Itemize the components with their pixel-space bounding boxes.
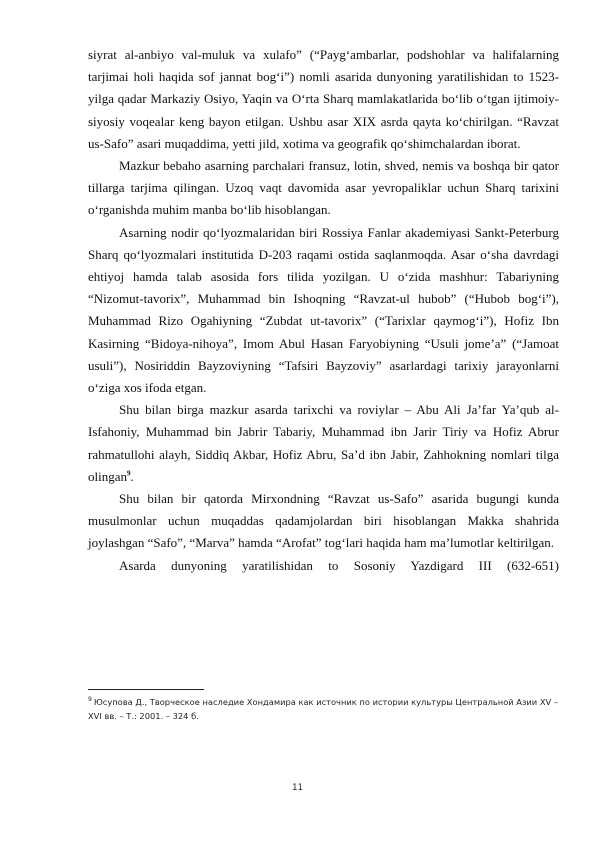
footnote-text: Юсупова Д., Творческое наследие Хондамира как источник по истории культуры Центральной Азии XV – XVI вв. – Т.: 2001. – 324 б.	[88, 697, 558, 721]
footnote-reference[interactable]: 9	[127, 469, 131, 478]
paragraph-4-end: .	[130, 468, 134, 484]
footnote-separator	[88, 689, 204, 690]
paragraph-1: siyrat al-anbiyo val-muluk va xulafo” (“Payg‘ambarlar, podshohlar va halifalarning tarjimai holi haqida sof jannat bog‘i”) nomli asarida dunyoning yaratilishidan to 1523-yilga qadar Markaziy Osiyo, Yaqin va O‘rta Sharq mamlakatlarida bo‘lib o‘tgan ijtimoiy-siyosiy voqealar keng bayon etilgan. Ushbu asar XIX asrda qayta ko‘chirilgan. “Ravzat us-Safo” asari muqaddima, yetti jild, xotima va geografik qo‘shimchalardan iborat.	[88, 47, 559, 151]
body-text	[88, 44, 559, 577]
paragraph-4-text: Shu bilan birga mazkur asarda tarixchi va roviylar – Abu Ali Ja’far Ya’qub al-Isfahoniy, Muhammad bin Jabrir Tabariy, Muhammad ibn Jarir Tiriy va Hofiz Abrur rahmatullohi alayh, Siddiq Akbar, Hofiz Abru, Sa’d ibn Jabir, Zahhokning nomlari tilga olingan	[88, 402, 559, 484]
paragraph-5: Shu bilan bir qatorda Mirxondning “Ravzat us-Safo” asarida bugungi kunda musulmonlar uchun muqaddas qadamjolardan biri hisoblangan Makka shahrida joylashgan “Safo”, “Marva” hamda “Arofat” tog‘lari haqida ham ma’lumotlar keltirilgan.	[88, 491, 559, 551]
paragraph-4	[88, 399, 559, 488]
paragraph-3: Asarning nodir qo‘lyozmalaridan biri Rossiya Fanlar akademiyasi Sankt-Peterburg Sharq qo‘lyozmalari institutida D-203 raqami ostida saqlanmoqda. Asar o‘sha davrdagi ehtiyoj hamda talab asosida fors tilida yozilgan. U o‘zida mashhur: Tabariyning “Nizomut-tavorix”, Muhammad bin Ishoqning “Ravzat-ul hubob” (“Hubob bog‘i”), Muhammad Rizo Ogahiyning “Zubdat ut-tavorix” (“Tarixlar qaymog‘i”), Hofiz Ibn Kasirning “Bidoya-nihoya”, Imom Abul Hasan Faryobiyning “Usuli jome’a” (“Jamoat usuli”), Nosiriddin Bayzoviyning “Tafsiri Bayzoviy” asarlardagi tarixiy jarayonlarni o‘ziga xos ifoda etgan.	[88, 224, 559, 396]
page-number: 11	[292, 783, 303, 793]
footnote	[88, 696, 568, 723]
footnote-number: 9	[88, 696, 92, 704]
paragraph-6: Asarda dunyoning yaratilishidan to Sosoniy Yazdigard III (632-651)	[119, 557, 559, 573]
paragraph-2: Mazkur bebaho asarning parchalari fransuz, lotin, shved, nemis va boshqa bir qator tillarga tarjima qilingan. Uzoq vaqt davomida asar yevropaliklar uchun Sharq tarixini o‘rganishda muhim manba bo‘lib hisoblangan.	[88, 158, 559, 218]
